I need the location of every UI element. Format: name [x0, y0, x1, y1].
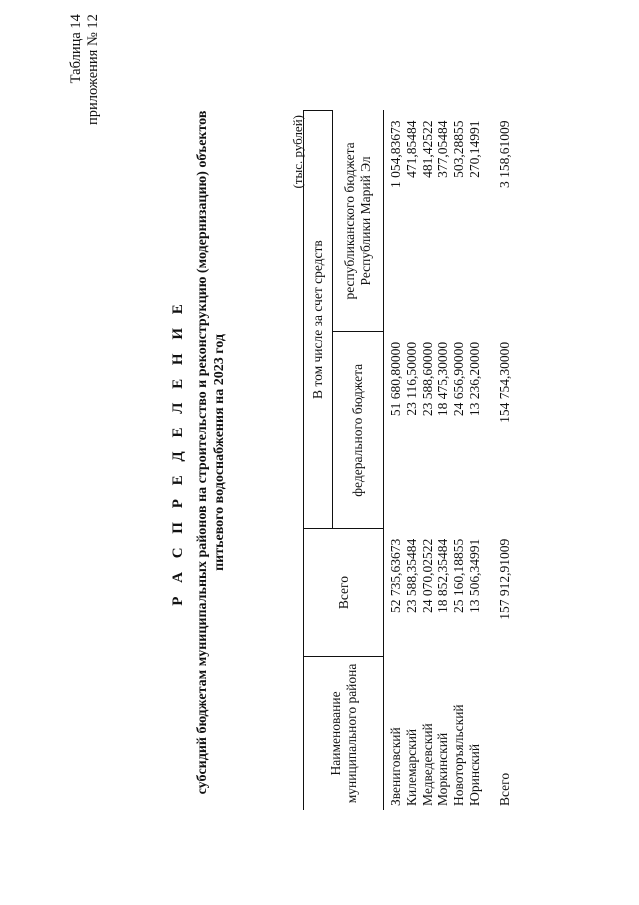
row-republic: 503,28855: [451, 120, 467, 178]
header-total: Всего: [304, 529, 384, 657]
row-total: 23 588,35484: [403, 538, 419, 613]
header-federal: федерального бюджета: [333, 332, 384, 529]
row-republic: 377,05484: [435, 120, 451, 178]
row-federal: 23 588,60000: [419, 341, 435, 417]
distribution-table: [303, 110, 513, 810]
header-name: Наименование муниципального района: [304, 656, 384, 810]
row-federal: 24 656,90000: [451, 341, 467, 417]
total-total: 157 912,91009: [496, 538, 512, 620]
row-federal: 13 236,20000: [466, 341, 482, 417]
total-republic: 3 158,61009: [496, 120, 512, 188]
row-federal: 51 680,80000: [388, 341, 403, 417]
row-federal: 18 475,30000: [435, 341, 451, 417]
total-federal: 154 754,30000: [496, 341, 512, 423]
row-name: Юринский: [466, 743, 482, 806]
subtitle-line-2: питьевого водоснабжения на 2023 год: [212, 334, 227, 571]
row-total: 13 506,34991: [466, 538, 482, 613]
header-republic: республиканского бюджета Республики Марий Эл: [333, 111, 384, 332]
table-row: [420, 111, 436, 811]
row-federal: 23 116,50000: [403, 341, 419, 416]
row-name: Звениговский: [388, 727, 403, 806]
row-total: 25 160,18855: [451, 538, 467, 613]
table-number-block: [68, 14, 102, 125]
document-subtitle: [194, 0, 228, 905]
units-label: (тыс. рублей): [290, 115, 305, 189]
row-total: 18 852,35484: [435, 538, 451, 613]
table-row: [404, 111, 420, 811]
table-row: [467, 111, 483, 811]
table-row: [384, 111, 404, 811]
subtitle-line-1: субсидий бюджетам муниципальных районов на строительство и реконструкцию (модернизацию) объектов: [195, 110, 210, 795]
row-name: Моркинский: [435, 732, 451, 806]
row-republic: 1 054,83673: [388, 120, 403, 188]
row-total: 52 735,63673: [388, 538, 403, 613]
row-name: Килемарский: [403, 728, 419, 806]
header-group: В том числе за счет средств: [304, 111, 333, 529]
row-name: Новоторъяльский: [451, 704, 467, 806]
table-row: [451, 111, 467, 811]
row-republic: 481,42522: [419, 120, 435, 178]
row-republic: 270,14991: [466, 120, 482, 178]
document-title: Р А С П Р Е Д Е Л Е Н И Е: [170, 299, 186, 606]
row-total: 24 070,02522: [419, 538, 435, 613]
appendix-ref: приложения № 12: [85, 14, 101, 125]
row-republic: 471,85484: [403, 120, 419, 178]
table-row: [435, 111, 451, 811]
table-number: Таблица 14: [68, 14, 84, 84]
total-name: Всего: [496, 772, 512, 806]
row-name: Медведевский: [419, 723, 435, 806]
total-row: [483, 111, 513, 811]
